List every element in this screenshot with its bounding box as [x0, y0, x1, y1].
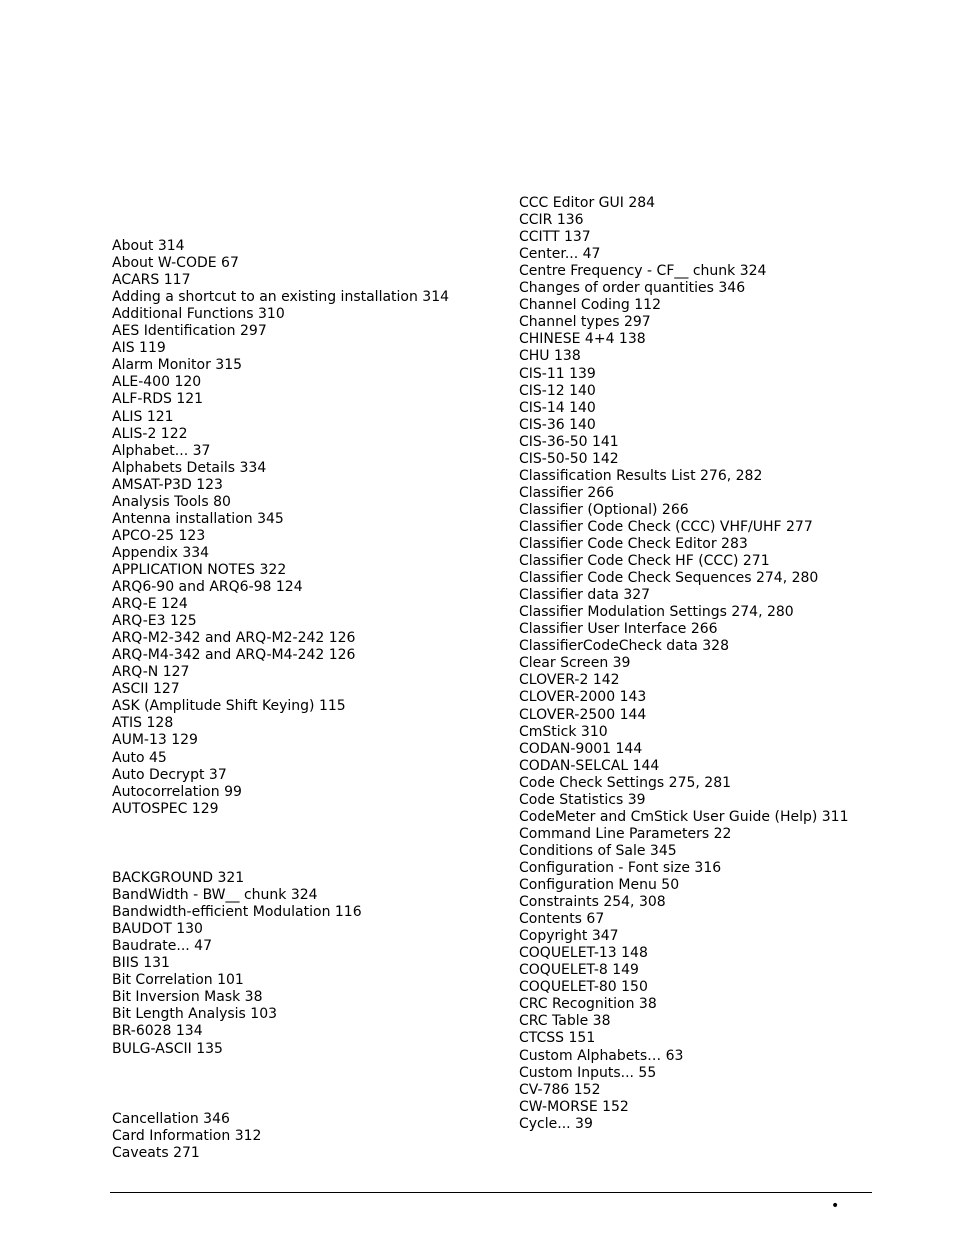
index-entry: APCO-25 123: [112, 527, 206, 544]
index-entry: Alarm Monitor 315: [112, 357, 243, 374]
index-entry: CLOVER-2500 144: [519, 706, 647, 723]
index-entry: Auto Decrypt 37: [112, 766, 227, 783]
index-entry: ARQ-M4-342 and ARQ-M4-242 126: [112, 647, 356, 664]
footer-bullet: •: [831, 1198, 840, 1214]
index-entry: Classifier data 327: [519, 587, 651, 604]
index-entry: ClassifierCodeCheck data 328: [519, 638, 729, 655]
index-entry: AES Identification 297: [112, 323, 267, 340]
index-entry: Cycle... 39: [519, 1115, 593, 1132]
index-entry: Contents 67: [519, 911, 605, 928]
index-entry: BAUDOT 130: [112, 921, 203, 938]
index-entry: Auto 45: [112, 749, 167, 766]
index-entry: ARQ-N 127: [112, 664, 190, 681]
index-entry: ALIS-2 122: [112, 425, 188, 442]
index-entry: Analysis Tools 80: [112, 493, 231, 510]
index-entry: ARQ6-90 and ARQ6-98 124: [112, 579, 303, 595]
index-entry: CRC Table 38: [519, 1013, 611, 1030]
index-entry: ASK (Amplitude Shift Keying) 115: [112, 698, 346, 715]
index-entry: Baudrate... 47: [112, 938, 212, 955]
index-entry: Configuration Menu 50: [519, 877, 680, 893]
index-entry: Center... 47: [519, 246, 601, 263]
index-entry: Centre Frequency - CF__ chunk 324: [519, 263, 767, 280]
index-entry: ALE-400 120: [112, 374, 202, 391]
index-entry: Classifier Code Check Sequences 274, 280: [519, 570, 819, 587]
index-entry: Command Line Parameters 22: [519, 825, 732, 842]
index-entry: CIS-36 140: [519, 416, 596, 433]
index-entry: CHU 138: [519, 348, 581, 365]
index-entry: CIS-50-50 142: [519, 450, 619, 467]
index-entry: CmStick 310: [519, 723, 608, 740]
index-entry: ARQ-E 124: [112, 596, 188, 613]
index-entry: Configuration - Font size 316: [519, 859, 722, 876]
index-entry: BIIS 131: [112, 955, 170, 972]
index-entry: About W-CODE 67: [112, 255, 239, 272]
index-entry: Antenna installation 345: [112, 510, 284, 527]
index-entry: Code Check Settings 275, 281: [519, 774, 732, 791]
index-entry: Autocorrelation 99: [112, 783, 242, 800]
index-entry: Copyright 347: [519, 928, 619, 945]
index-entry: Bit Inversion Mask 38: [112, 989, 263, 1006]
index-entry: Classifier User Interface 266: [519, 621, 718, 638]
index-entry: Bit Length Analysis 103: [112, 1006, 278, 1023]
index-entry: Custom Alphabets… 63: [519, 1047, 684, 1064]
index-entry: Changes of order quantities 346: [519, 280, 746, 297]
index-entry: APPLICATION NOTES 322: [112, 561, 287, 578]
index-entry: Clear Screen 39: [519, 655, 631, 672]
index-entry: Card Information 312: [112, 1128, 262, 1145]
index-entry: ACARS 117: [112, 272, 191, 289]
index-entry: COQUELET-80 150: [519, 979, 648, 996]
index-entry: Bit Correlation 101: [112, 972, 244, 989]
index-entry: Classification Results List 276, 282: [519, 467, 763, 484]
index-entry: BACKGROUND 321: [112, 870, 245, 886]
index-entry: Constraints 254, 308: [519, 894, 666, 911]
index-entry: CV-786 152: [519, 1081, 601, 1098]
index-entry: CRC Recognition 38: [519, 996, 657, 1013]
index-entry: Conditions of Sale 345: [519, 842, 677, 859]
index-entry: CIS-11 139: [519, 365, 596, 382]
index-entry: Bandwidth-efficient Modulation 116: [112, 904, 362, 921]
index-entry: CW-MORSE 152: [519, 1098, 629, 1115]
index-entry: Alphabets Details 334: [112, 459, 267, 476]
index-entry: Classifier (Optional) 266: [519, 501, 689, 518]
index-entry: Channel Coding 112: [519, 297, 661, 314]
index-entry: BULG-ASCII 135: [112, 1040, 223, 1057]
index-entry: Classifier Code Check HF (CCC) 271: [519, 553, 770, 570]
index-entry: BandWidth - BW__ chunk 324: [112, 887, 318, 904]
index-entry: ALIS 121: [112, 408, 174, 425]
index-entry: Cancellation 346: [112, 1111, 230, 1127]
index-entry: CCIR 136: [519, 212, 584, 229]
index-entry: ASCII 127: [112, 681, 180, 698]
index-entry: Classifier Code Check (CCC) VHF/UHF 277: [519, 518, 813, 535]
index-entry: BR-6028 134: [112, 1023, 203, 1040]
index-entry: ATIS 128: [112, 715, 174, 732]
index-entry: CLOVER-2000 143: [519, 689, 647, 706]
index-entry: About 314: [112, 238, 185, 254]
index-entry: Alphabet... 37: [112, 442, 211, 459]
index-entry: AUM-13 129: [112, 732, 198, 749]
index-entry: COQUELET-8 149: [519, 962, 639, 979]
index-entry: Custom Inputs... 55: [519, 1064, 657, 1081]
index-entry: Code Statistics 39: [519, 791, 646, 808]
index-entry: CODAN-SELCAL 144: [519, 757, 660, 774]
index-entry: CIS-36-50 141: [519, 433, 619, 450]
index-entry: CIS-14 140: [519, 399, 596, 416]
index-entry: CODAN-9001 144: [519, 740, 643, 757]
index-entry: CCITT 137: [519, 229, 591, 246]
index-entry: Classifier Code Check Editor 283: [519, 536, 748, 552]
index-entry: Appendix 334: [112, 544, 210, 561]
index-entry: CTCSS 151: [519, 1030, 596, 1047]
index-entry: AUTOSPEC 129: [112, 800, 219, 817]
index-entry: COQUELET-13 148: [519, 945, 648, 962]
index-entry: AMSAT-P3D 123: [112, 476, 223, 493]
index-entry: ARQ-M2-342 and ARQ-M2-242 126: [112, 630, 356, 647]
index-entry: ARQ-E3 125: [112, 613, 197, 630]
index-entry: Adding a shortcut to an existing installation 314: [112, 289, 450, 306]
index-entry: CLOVER-2 142: [519, 672, 620, 689]
footer-rule: [110, 1192, 872, 1193]
index-entry: CIS-12 140: [519, 382, 596, 399]
index-entry: CCC Editor GUI 284: [519, 195, 656, 211]
index-entry: Channel types 297: [519, 314, 651, 331]
index-entry: ALF-RDS 121: [112, 391, 204, 408]
index-entry: Additional Functions 310: [112, 306, 285, 323]
index-entry: Classifier 266: [519, 484, 615, 501]
index-entry: CHINESE 4+4 138: [519, 331, 646, 348]
index-entry: Classifier Modulation Settings 274, 280: [519, 604, 794, 621]
index-entry: Caveats 271: [112, 1145, 200, 1162]
index-entry: AIS 119: [112, 340, 166, 357]
index-entry: CodeMeter and CmStick User Guide (Help) 311: [519, 808, 849, 825]
